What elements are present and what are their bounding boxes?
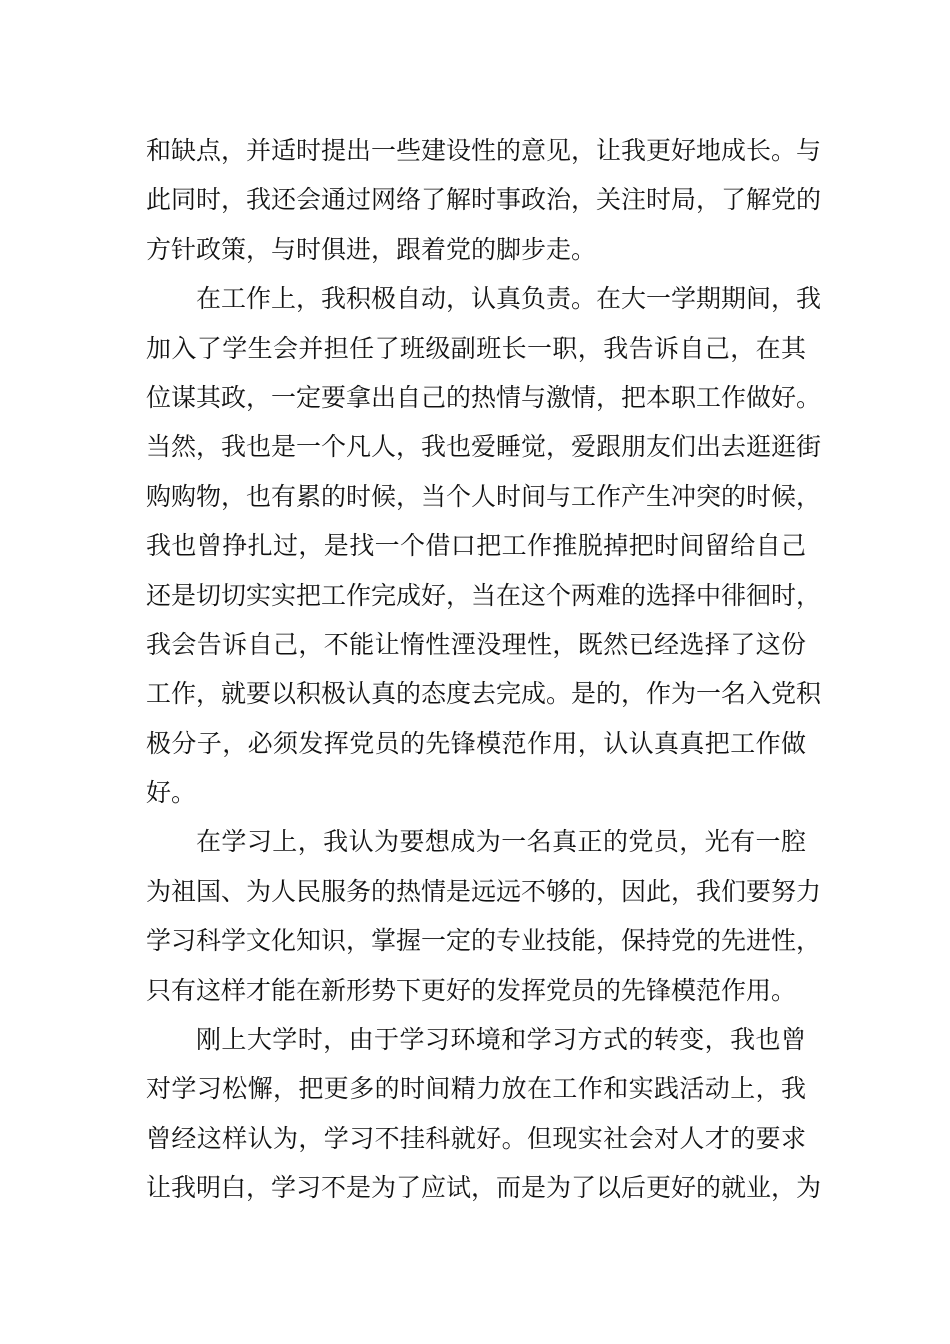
text-line: 只有这样才能在新形势下更好的发挥党员的先锋模范作用。 [146, 975, 797, 1005]
document-body-text [146, 126, 822, 1213]
text-line: 对学习松懈，把更多的时间精力放在工作和实践活动上，我 [146, 1074, 806, 1104]
text-line: 在学习上，我认为要想成为一名真正的党员，光有一腔 [196, 827, 806, 857]
text-line: 和缺点，并适时提出一些建设性的意见，让我更好地成长。与 [146, 136, 822, 165]
text-line: 工作，就要以积极认真的态度去完成。是的，作为一名入党积 [146, 679, 822, 709]
text-line: 还是切切实实把工作完成好，当在这个两难的选择中徘徊时， [146, 580, 822, 610]
text-line: 让我明白，学习不是为了应试，而是为了以后更好的就业，为 [146, 1173, 822, 1203]
text-line: 位谋其政，一定要拿出自己的热情与激情，把本职工作做好。 [146, 382, 822, 412]
text-line: 为祖国、为人民服务的热情是远远不够的，因此，我们要努力 [146, 876, 822, 906]
text-line: 曾经这样认为，学习不挂科就好。但现实社会对人才的要求 [146, 1123, 806, 1153]
text-line: 在工作上，我积极自动，认真负责。在大一学期期间，我 [196, 284, 822, 314]
text-line: 学习科学文化知识，掌握一定的专业技能，保持党的先进性， [146, 926, 822, 956]
text-line: 我会告诉自己，不能让惰性湮没理性，既然已经选择了这份 [146, 629, 806, 659]
text-line: 此同时，我还会通过网络了解时事政治，关注时局，了解党的 [146, 185, 822, 215]
text-line: 极分子，必须发挥党员的先锋模范作用，认认真真把工作做 [146, 728, 806, 758]
text-line: 购购物，也有累的时候，当个人时间与工作产生冲突的时候， [146, 481, 822, 511]
text-line: 当然，我也是一个凡人，我也爱睡觉，爱跟朋友们出去逛逛街 [146, 432, 822, 462]
text-line: 我也曾挣扎过，是找一个借口把工作推脱掉把时间留给自己 [146, 531, 806, 561]
text-line: 好。 [146, 778, 197, 808]
text-line: 加入了学生会并担任了班级副班长一职，我告诉自己，在其 [146, 333, 806, 363]
text-line: 刚上大学时，由于学习环境和学习方式的转变，我也曾 [196, 1025, 806, 1055]
text-line: 方针政策，与时俱进，跟着党的脚步走。 [146, 234, 597, 264]
